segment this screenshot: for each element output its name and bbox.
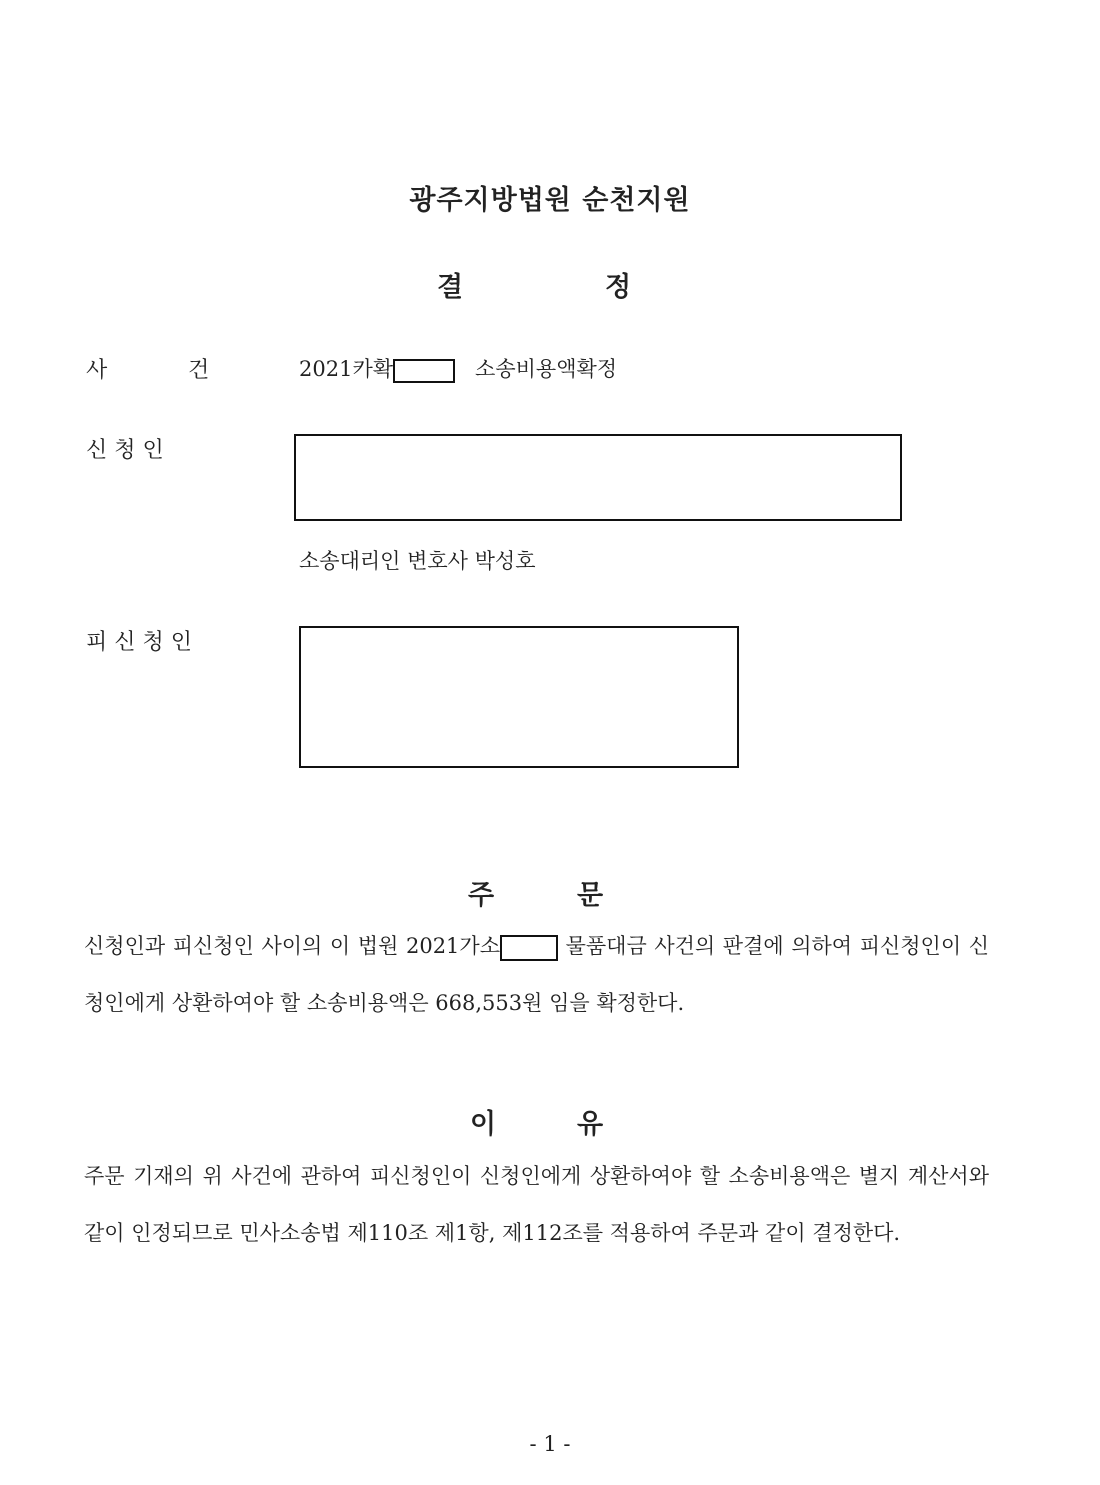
redaction-order-case-number — [500, 935, 558, 961]
case-title: 소송비용액확정 — [475, 357, 618, 381]
order-text — [84, 918, 989, 1032]
doc-type-char-2: 정 — [605, 272, 632, 303]
order-heading-char-2: 문 — [577, 880, 604, 911]
order-text-after: 물품대금 사건의 판결에 의하여 피신청인이 신청인에게 상환하여야 할 소송비용액은 668,553원 임을 확정한다. — [84, 934, 989, 1015]
applicant-label: 신 청 인 — [86, 438, 164, 463]
order-heading-char-1: 주 — [468, 880, 495, 911]
case-label-char-2: 건 — [188, 358, 210, 383]
page-number: - 1 - — [529, 1432, 571, 1456]
redaction-applicant — [294, 434, 902, 521]
reasons-text: 주문 기재의 위 사건에 관하여 피신청인이 신청인에게 상환하여야 할 소송비용액은 별지 계산서와 같이 인정되므로 민사소송법 제110조 제1항, 제112조를 적용하여 주문과 같이 결정한다. — [84, 1164, 989, 1245]
reasons-heading-char-1: 이 — [470, 1109, 497, 1140]
order-text-before: 신청인과 피신청인 사이의 이 법원 2021가소 — [84, 934, 500, 958]
case-number-prefix: 2021카확 — [299, 357, 394, 381]
respondent-label: 피 신 청 인 — [86, 630, 192, 655]
redaction-case-number — [393, 359, 455, 383]
court-name: 광주지방법원 순천지원 — [409, 185, 691, 216]
case-label-char-1: 사 — [86, 358, 108, 383]
doc-type-char-1: 결 — [437, 272, 464, 303]
applicant-attorney: 소송대리인 변호사 박성호 — [299, 549, 536, 573]
case-value — [299, 353, 617, 383]
reasons-heading-char-2: 유 — [577, 1109, 604, 1140]
redaction-respondent — [299, 626, 739, 768]
